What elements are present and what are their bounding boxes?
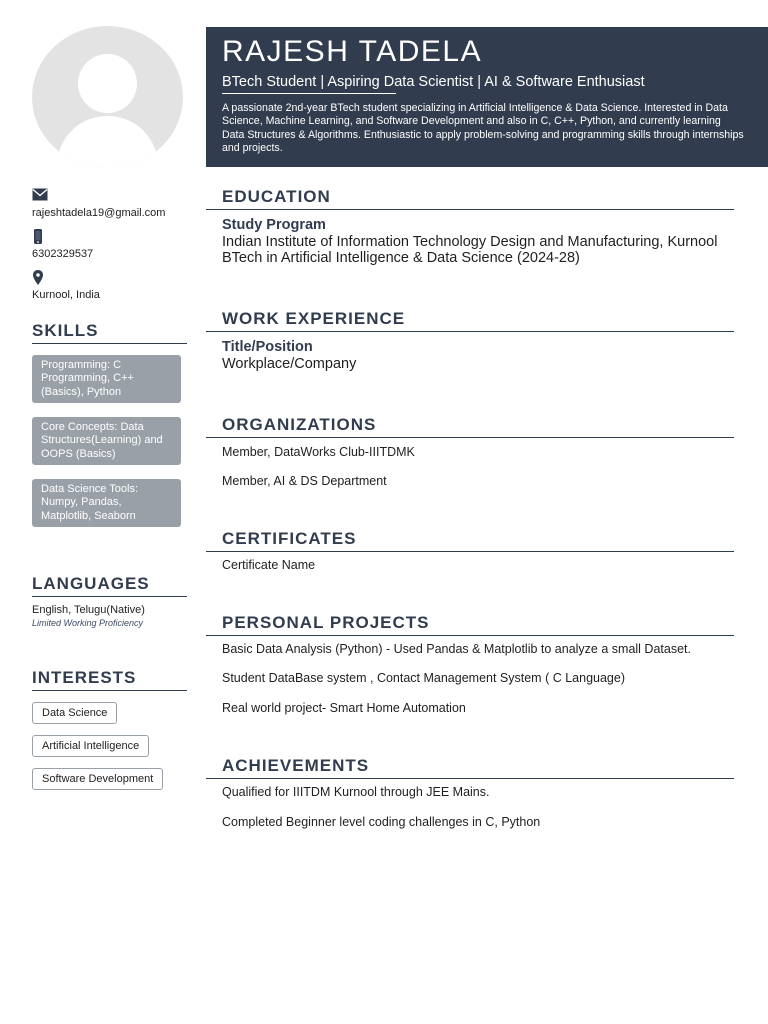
skills-heading: SKILLS xyxy=(32,321,187,344)
location-pin-icon xyxy=(32,270,100,286)
project-item: Real world project- Smart Home Automation xyxy=(222,701,466,715)
resume-header xyxy=(206,27,768,167)
skill-item: Data Science Tools: Numpy, Pandas, Matplotlib, Seaborn xyxy=(32,479,181,527)
subtitle-underline xyxy=(222,93,396,94)
organizations-heading: ORGANIZATIONS xyxy=(206,414,734,438)
interest-tag: Artificial Intelligence xyxy=(32,735,149,757)
avatar xyxy=(32,26,183,168)
work-experience-heading: WORK EXPERIENCE xyxy=(206,308,734,332)
education-heading: EDUCATION xyxy=(206,186,734,210)
interests-heading: INTERESTS xyxy=(32,668,187,691)
candidate-subtitle: BTech Student | Aspiring Data Scientist | AI & Software Enthusiast xyxy=(222,74,645,90)
languages-heading: LANGUAGES xyxy=(32,574,187,597)
contact-phone[interactable] xyxy=(32,229,93,260)
envelope-icon xyxy=(32,188,165,204)
language-proficiency: Limited Working Proficiency xyxy=(32,618,144,628)
avatar-head xyxy=(78,54,137,113)
candidate-name: RAJESH TADELA xyxy=(222,35,483,68)
skill-item: Programming: C Programming, C++ (Basics), Python xyxy=(32,355,181,403)
work-title: Title/Position xyxy=(222,339,313,355)
work-company: Workplace/Company xyxy=(222,356,357,372)
avatar-body xyxy=(57,116,158,168)
project-item: Student DataBase system , Contact Management System ( C Language) xyxy=(222,671,625,685)
interest-tag: Software Development xyxy=(32,768,163,790)
phone-icon xyxy=(32,229,93,245)
contact-email[interactable] xyxy=(32,188,165,219)
interest-tag: Data Science xyxy=(32,702,117,724)
education-program: Study Program xyxy=(222,217,326,233)
achievements-heading: ACHIEVEMENTS xyxy=(206,755,734,779)
phone-text: 6302329537 xyxy=(32,248,94,260)
location-text: Kurnool, India xyxy=(32,289,100,301)
projects-heading: PERSONAL PROJECTS xyxy=(206,612,734,636)
organization-item: Member, DataWorks Club-IIITDMK xyxy=(222,445,415,459)
contact-location xyxy=(32,270,100,301)
project-item: Basic Data Analysis (Python) - Used Pandas & Matplotlib to analyze a small Dataset. xyxy=(222,642,691,656)
education-institution: Indian Institute of Information Technology Design and Manufacturing, Kurnool BTech in Artificial Intelligence & Data Science (2024-28) xyxy=(222,234,718,266)
achievement-item: Qualified for IIITDM Kurnool through JEE Mains. xyxy=(222,785,490,799)
achievement-item: Completed Beginner level coding challenges in C, Python xyxy=(222,815,541,829)
certificates-heading: CERTIFICATES xyxy=(206,528,734,552)
profile-summary: A passionate 2nd-year BTech student specializing in Artificial Intelligence & Data Science. Interested in Data Science, Machine Learning, and Software Development and also in C, C++, Python, and currently learning Data Structures & Algorithms. Enthusiastic to apply problem-solving and programming skills through internships and projects. xyxy=(222,102,744,155)
organization-item: Member, AI & DS Department xyxy=(222,474,387,488)
skill-item: Core Concepts: Data Structures(Learning) and OOPS (Basics) xyxy=(32,417,181,465)
email-text: rajeshtadela19@gmail.com xyxy=(32,207,166,219)
certificate-item: Certificate Name xyxy=(222,558,316,572)
languages-list: English, Telugu(Native) xyxy=(32,604,145,616)
